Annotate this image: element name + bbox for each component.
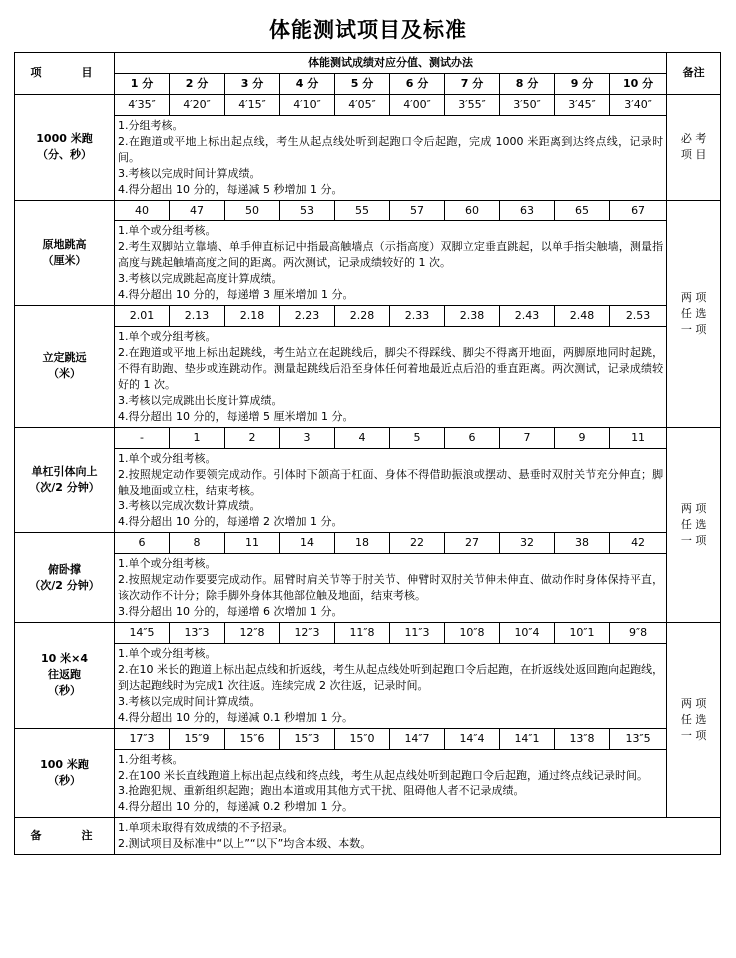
desc-line: 3.考核以完成时间计算成绩。 (118, 166, 261, 180)
footer-notes (115, 818, 721, 855)
table-row (15, 200, 721, 221)
value-cell: 2.33 (390, 306, 445, 327)
remark-cell (667, 427, 721, 622)
desc-line: 1.单个或分组考核。 (118, 451, 217, 465)
value-cell: 15″6 (225, 728, 280, 749)
remark-line: 任 选 (680, 713, 707, 727)
remark-cell (667, 200, 721, 427)
desc-line: 4.得分超出 10 分的，每递增 2 次增加 1 分。 (118, 515, 343, 529)
value-cell: 27 (445, 533, 500, 554)
value-cell: 32 (500, 533, 555, 554)
header-score-group: 体能测试成绩对应分值、测试办法 (115, 53, 667, 74)
value-cell: 60 (445, 200, 500, 221)
remark-cell (667, 623, 721, 818)
value-cell: 15″9 (170, 728, 225, 749)
item-name-line2: （厘米） (42, 253, 87, 267)
value-cell: 4′05″ (335, 94, 390, 115)
desc-line: 3.考核以完成跳起高度计算成绩。 (118, 272, 283, 286)
desc-line: 2.在跑道或平地上标出起点线，考生从起点线处听到起跑口令后起跑，完成 1000 米距离到达终点线，记录时间。 (118, 134, 664, 164)
value-cell: 2.28 (335, 306, 390, 327)
remark-line: 任 选 (680, 517, 707, 531)
item-name-1000m (15, 94, 115, 200)
value-cell: 50 (225, 200, 280, 221)
value-cell: 4 (335, 427, 390, 448)
value-cell: 6 (445, 427, 500, 448)
value-cell: - (115, 427, 170, 448)
value-cell: 1 (170, 427, 225, 448)
desc-line: 1.分组考核。 (118, 118, 184, 132)
value-cell: 3′50″ (500, 94, 555, 115)
desc-line: 1.单个或分组考核。 (118, 646, 217, 660)
footer-row (15, 818, 721, 855)
table-desc-row (15, 643, 721, 728)
remark-line: 必 考 (680, 132, 707, 146)
score-label-10: 10 分 (610, 73, 667, 94)
value-cell: 2.53 (610, 306, 667, 327)
value-cell: 11 (225, 533, 280, 554)
table-desc-row (15, 115, 721, 200)
desc-line: 4.得分超出 10 分的，每递减 5 秒增加 1 分。 (118, 182, 343, 196)
value-cell: 14 (280, 533, 335, 554)
value-cell: 47 (170, 200, 225, 221)
value-cell: 2.01 (115, 306, 170, 327)
value-cell: 11″8 (335, 623, 390, 644)
value-cell: 6 (115, 533, 170, 554)
item-name-standing-long-jump (15, 306, 115, 428)
footer-line: 2.测试项目及标准中“以上”“以下”均含本级、本数。 (118, 837, 372, 851)
item-name-line2: （次/2 分钟） (29, 481, 100, 494)
remark-line: 两 项 (680, 697, 707, 711)
table-desc-row (15, 448, 721, 533)
desc-line: 2.在10 米长的跑道上标出起点线和折返线，考生从起点线处听到起跑口令后起跑，在折返线处返回跑向起跑线，到达起跑线时为完成1 次往返。连续完成 2 次往返，记录时间。 (118, 662, 664, 692)
value-cell: 53 (280, 200, 335, 221)
value-cell: 18 (335, 533, 390, 554)
desc-line: 1.单个或分组考核。 (118, 224, 217, 238)
item-name-line1: 俯卧撑 (48, 562, 81, 576)
value-cell: 14″5 (115, 623, 170, 644)
desc-line: 3.得分超出 10 分的，每递增 6 次增加 1 分。 (118, 605, 343, 619)
remark-line: 一 项 (680, 322, 707, 336)
value-cell: 3′40″ (610, 94, 667, 115)
item-name-vertical-jump (15, 200, 115, 306)
score-label-6: 6 分 (390, 73, 445, 94)
value-cell: 9 (555, 427, 610, 448)
desc-line: 2.在跑道或平地上标出起跳线，考生站立在起跳线后，脚尖不得踩线、脚尖不得离开地面，两脚原地同时起跳，不得有助跑、垫步或连跳动作。测量起跳线后沿至身体任何着地最近点后沿的垂直距离。两次测试，记录成绩较好的 1 次。 (118, 346, 664, 391)
item-name-line2: （次/2 分钟） (29, 578, 100, 592)
value-cell: 5 (390, 427, 445, 448)
score-label-5: 5 分 (335, 73, 390, 94)
item-name-line2: 往返跑 (48, 668, 81, 682)
remark-line: 两 项 (680, 290, 707, 304)
table-desc-row (15, 221, 721, 306)
item-name-pullups (15, 427, 115, 533)
value-cell: 14″1 (500, 728, 555, 749)
desc-line: 3.考核以完成次数计算成绩。 (118, 499, 261, 513)
table-desc-row (15, 749, 721, 818)
desc-line: 4.得分超出 10 分的，每递减 0.1 秒增加 1 分。 (118, 710, 353, 724)
score-label-8: 8 分 (500, 73, 555, 94)
value-cell: 3′55″ (445, 94, 500, 115)
method-description (115, 749, 667, 818)
table-row (15, 427, 721, 448)
remark-line: 项 目 (680, 148, 707, 162)
value-cell: 2.18 (225, 306, 280, 327)
item-name-line2: （米） (48, 367, 81, 381)
value-cell: 2.48 (555, 306, 610, 327)
value-cell: 14″7 (390, 728, 445, 749)
value-cell: 10″4 (500, 623, 555, 644)
value-cell: 7 (500, 427, 555, 448)
desc-line: 2.按照规定动作要领完成动作。引体时下颌高于杠面、身体不得借助振浪或摆动、悬垂时双肘关节充分伸直；脚触及地面或立柱，结束考核。 (118, 467, 664, 497)
footer-label: 备 注 (15, 818, 115, 855)
value-cell: 8 (170, 533, 225, 554)
value-cell: 2.13 (170, 306, 225, 327)
header-remark-col: 备注 (667, 53, 721, 95)
value-cell: 67 (610, 200, 667, 221)
method-description (115, 327, 667, 428)
method-description (115, 448, 667, 533)
value-cell: 15″3 (280, 728, 335, 749)
value-cell: 2 (225, 427, 280, 448)
value-cell: 22 (390, 533, 445, 554)
item-name-100m (15, 728, 115, 818)
desc-line: 1.单个或分组考核。 (118, 557, 217, 571)
desc-line: 4.得分超出 10 分的，每递增 5 厘米增加 1 分。 (118, 409, 354, 423)
score-label-2: 2 分 (170, 73, 225, 94)
value-cell: 15″0 (335, 728, 390, 749)
value-cell: 12″3 (280, 623, 335, 644)
desc-line: 2.按照规定动作要要完成动作。屈臂时肩关节等于肘关节、伸臂时双肘关节伸未伸直、做动作时身体保持平直，该次动作不计分；除手脚外身体其他部位触及地面，结束考核。 (118, 573, 664, 603)
value-cell: 65 (555, 200, 610, 221)
value-cell: 55 (335, 200, 390, 221)
desc-line: 3.抢跑犯规、重新组织起跑；跑出本道或用其他方式干扰、阻碍他人者不记录成绩。 (118, 784, 525, 798)
table-row (15, 728, 721, 749)
value-cell: 13″5 (610, 728, 667, 749)
value-cell: 2.23 (280, 306, 335, 327)
item-name-line1: 立定跳远 (42, 351, 87, 365)
score-label-1: 1 分 (115, 73, 170, 94)
remark-cell (667, 94, 721, 200)
remark-line: 一 项 (680, 729, 707, 743)
table-desc-row (15, 327, 721, 428)
method-description (115, 115, 667, 200)
standards-table (14, 52, 721, 855)
value-cell: 11 (610, 427, 667, 448)
desc-line: 3.考核以完成时间计算成绩。 (118, 694, 261, 708)
method-description (115, 554, 667, 623)
value-cell: 57 (390, 200, 445, 221)
method-description (115, 643, 667, 728)
table-desc-row (15, 554, 721, 623)
value-cell: 4′35″ (115, 94, 170, 115)
score-label-7: 7 分 (445, 73, 500, 94)
item-name-line2: （秒） (48, 773, 81, 787)
value-cell: 2.38 (445, 306, 500, 327)
item-name-pushups (15, 533, 115, 623)
value-cell: 13″8 (555, 728, 610, 749)
value-cell: 3′45″ (555, 94, 610, 115)
item-name-line1: 100 米跑 (40, 758, 89, 772)
value-cell: 2.43 (500, 306, 555, 327)
desc-line: 3.考核以完成跳出长度计算成绩。 (118, 393, 283, 407)
table-row (15, 533, 721, 554)
value-cell: 10″1 (555, 623, 610, 644)
value-cell: 4′00″ (390, 94, 445, 115)
remark-line: 两 项 (680, 501, 707, 515)
value-cell: 38 (555, 533, 610, 554)
value-cell: 42 (610, 533, 667, 554)
value-cell: 40 (115, 200, 170, 221)
table-row (15, 94, 721, 115)
value-cell: 4′20″ (170, 94, 225, 115)
remark-line: 一 项 (680, 533, 707, 547)
item-name-line1: 10 米×4 (40, 652, 88, 666)
value-cell: 9″8 (610, 623, 667, 644)
table-row (15, 306, 721, 327)
table-score-header-row (15, 73, 721, 94)
desc-line: 1.单个或分组考核。 (118, 330, 217, 344)
item-name-line1: 1000 米跑 (36, 132, 93, 146)
table-header-row (15, 53, 721, 74)
score-label-9: 9 分 (555, 73, 610, 94)
item-name-line1: 原地跳高 (42, 237, 87, 251)
value-cell: 3 (280, 427, 335, 448)
desc-line: 1.分组考核。 (118, 752, 184, 766)
footer-line: 1.单项未取得有效成绩的不予招录。 (118, 821, 294, 835)
score-label-3: 3 分 (225, 73, 280, 94)
method-description (115, 221, 667, 306)
page-title: 体能测试项目及标准 (269, 17, 467, 42)
header-item-col: 项 目 (15, 53, 115, 95)
value-cell: 10″8 (445, 623, 500, 644)
value-cell: 17″3 (115, 728, 170, 749)
item-name-line1: 单杠引体向上 (31, 465, 98, 479)
desc-line: 4.得分超出 10 分的，每递增 3 厘米增加 1 分。 (118, 288, 354, 302)
desc-line: 4.得分超出 10 分的，每递减 0.2 秒增加 1 分。 (118, 800, 353, 814)
desc-line: 2.考生双脚站立靠墙、单手伸直标记中指最高触墙点（示指高度）双脚立定垂直跳起，以单手指尖触墙，测量指高度与跳起触墙高度之间的距离。两次测试，记录成绩较好的 1 次。 (118, 240, 664, 270)
value-cell: 11″3 (390, 623, 445, 644)
item-name-shuttle-run (15, 623, 115, 729)
value-cell: 4′15″ (225, 94, 280, 115)
value-cell: 13″3 (170, 623, 225, 644)
item-name-line3: （秒） (48, 684, 81, 698)
value-cell: 63 (500, 200, 555, 221)
value-cell: 14″4 (445, 728, 500, 749)
score-label-4: 4 分 (280, 73, 335, 94)
table-row (15, 623, 721, 644)
item-name-line2: （分、秒） (37, 148, 92, 162)
value-cell: 12″8 (225, 623, 280, 644)
value-cell: 4′10″ (280, 94, 335, 115)
remark-line: 任 选 (680, 306, 707, 320)
desc-line: 2.在100 米长直线跑道上标出起点线和终点线，考生从起点线处听到起跑口令后起跑，通过终点线记录时间。 (118, 768, 648, 782)
